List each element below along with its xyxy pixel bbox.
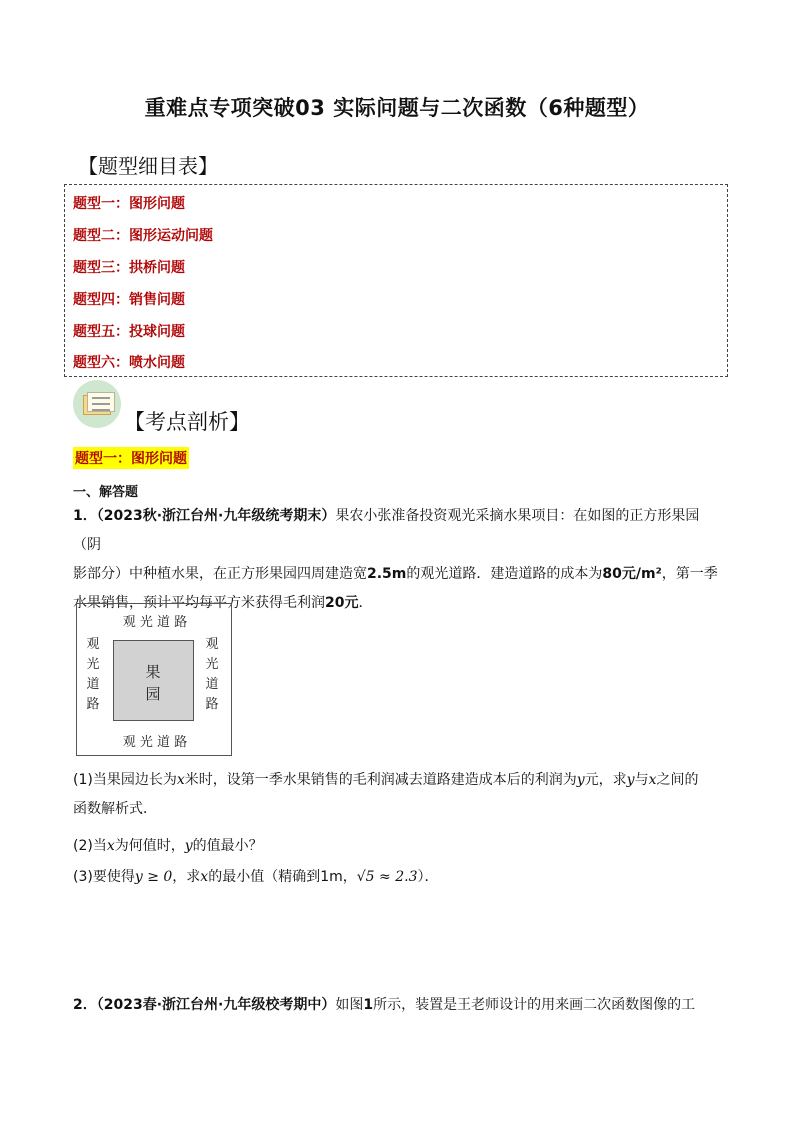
toc-item-text: 投球问题 [129, 324, 185, 340]
toc-item-text: 图形运动问题 [129, 228, 213, 244]
road-label-right: 观 光 道 路 [205, 637, 219, 712]
problem-text: ，第一季 [661, 566, 718, 582]
var-x: x [200, 869, 209, 885]
toc-item-label: 题型六： [73, 355, 129, 371]
toc-item-label: 题型四： [73, 292, 129, 308]
var-x: x [176, 772, 185, 788]
orchard-label: 果 园 [145, 663, 161, 703]
problem-source: （2023春·浙江台州·九年级校考期中） [96, 997, 336, 1013]
inequality: y ≥ 0 [134, 869, 173, 885]
toc-item-4[interactable] [73, 289, 185, 309]
orchard-figure [76, 603, 232, 756]
toc-item-text: 图形问题 [129, 196, 185, 212]
var-y: y [576, 772, 585, 788]
problem-text: ． [358, 595, 373, 611]
question-1: (1)当果园边长为x米时，设第一季水果销售的毛利润减去道路建造成本后的利润为y元，求y与x之间的 函数解析式． [73, 772, 699, 817]
toc-item-2[interactable] [73, 225, 213, 245]
toc-item-text: 拱桥问题 [129, 260, 185, 276]
toc-item-5[interactable] [73, 321, 185, 341]
problem-2-text: 2．（2023春·浙江台州·九年级校考期中）如图1所示，装置是王老师设计的用来画二次函数图像的工 [73, 997, 696, 1013]
road-cost: 80元/m² [602, 566, 662, 582]
road-label-bottom: 观 光 道 路 [122, 735, 188, 750]
problem-text: 果农小张准备投资观光采摘水果项目：在如图的正方形果园（阴 [73, 508, 700, 553]
var-x: x [106, 838, 115, 854]
kaodian-heading: 【考点剖析】 [124, 410, 250, 434]
section-label: 题型一：图形问题 [73, 447, 189, 469]
toc-item-label: 题型五： [73, 324, 129, 340]
toc-heading: 【题型细目表】 [78, 154, 218, 178]
question-3: (3)要使得y ≥ 0，求x的最小值（精确到1m，√5 ≈ 2.3）． [73, 869, 439, 885]
orchard-square [113, 640, 194, 721]
problem-1-text [73, 502, 719, 618]
problem-number: 2． [73, 997, 97, 1013]
road-width: 2.5m [367, 566, 407, 582]
road-label-left: 观 光 道 路 [86, 637, 100, 712]
problem-text: 的观光道路．建造道路的成本为 [406, 566, 603, 582]
problem-number: 1． [73, 508, 97, 524]
problem-text: 影部分）中种植水果，在正方形果园四周建造宽 [73, 566, 367, 582]
notes-icon [73, 380, 121, 428]
var-y: y [184, 838, 193, 854]
toc-item-6[interactable] [73, 352, 185, 372]
var-y: y [626, 772, 635, 788]
toc-item-3[interactable] [73, 257, 185, 277]
problem-text: 水果销售，预计平均每平方米获得毛利润 [73, 595, 325, 611]
toc-item-label: 题型二： [73, 228, 129, 244]
page-title: 重难点专项突破03 实际问题与二次函数（6种题型） [144, 96, 650, 120]
toc-item-label: 题型一： [73, 196, 129, 212]
road-label-top: 观 光 道 路 [122, 615, 188, 630]
profit-value: 20元 [325, 595, 359, 611]
toc-item-label: 题型三： [73, 260, 129, 276]
question-2: (2)当x为何值时，y的值最小？ [73, 838, 263, 854]
sub-heading: 一、解答题 [73, 485, 139, 500]
approximation: √5 ≈ 2.3 [356, 869, 418, 885]
var-x: x [648, 772, 657, 788]
toc-item-text: 喷水问题 [129, 355, 185, 371]
toc-item-text: 销售问题 [129, 292, 185, 308]
toc-item-1[interactable] [73, 193, 185, 213]
problem-source: （2023秋·浙江台州·九年级统考期末） [96, 508, 336, 524]
